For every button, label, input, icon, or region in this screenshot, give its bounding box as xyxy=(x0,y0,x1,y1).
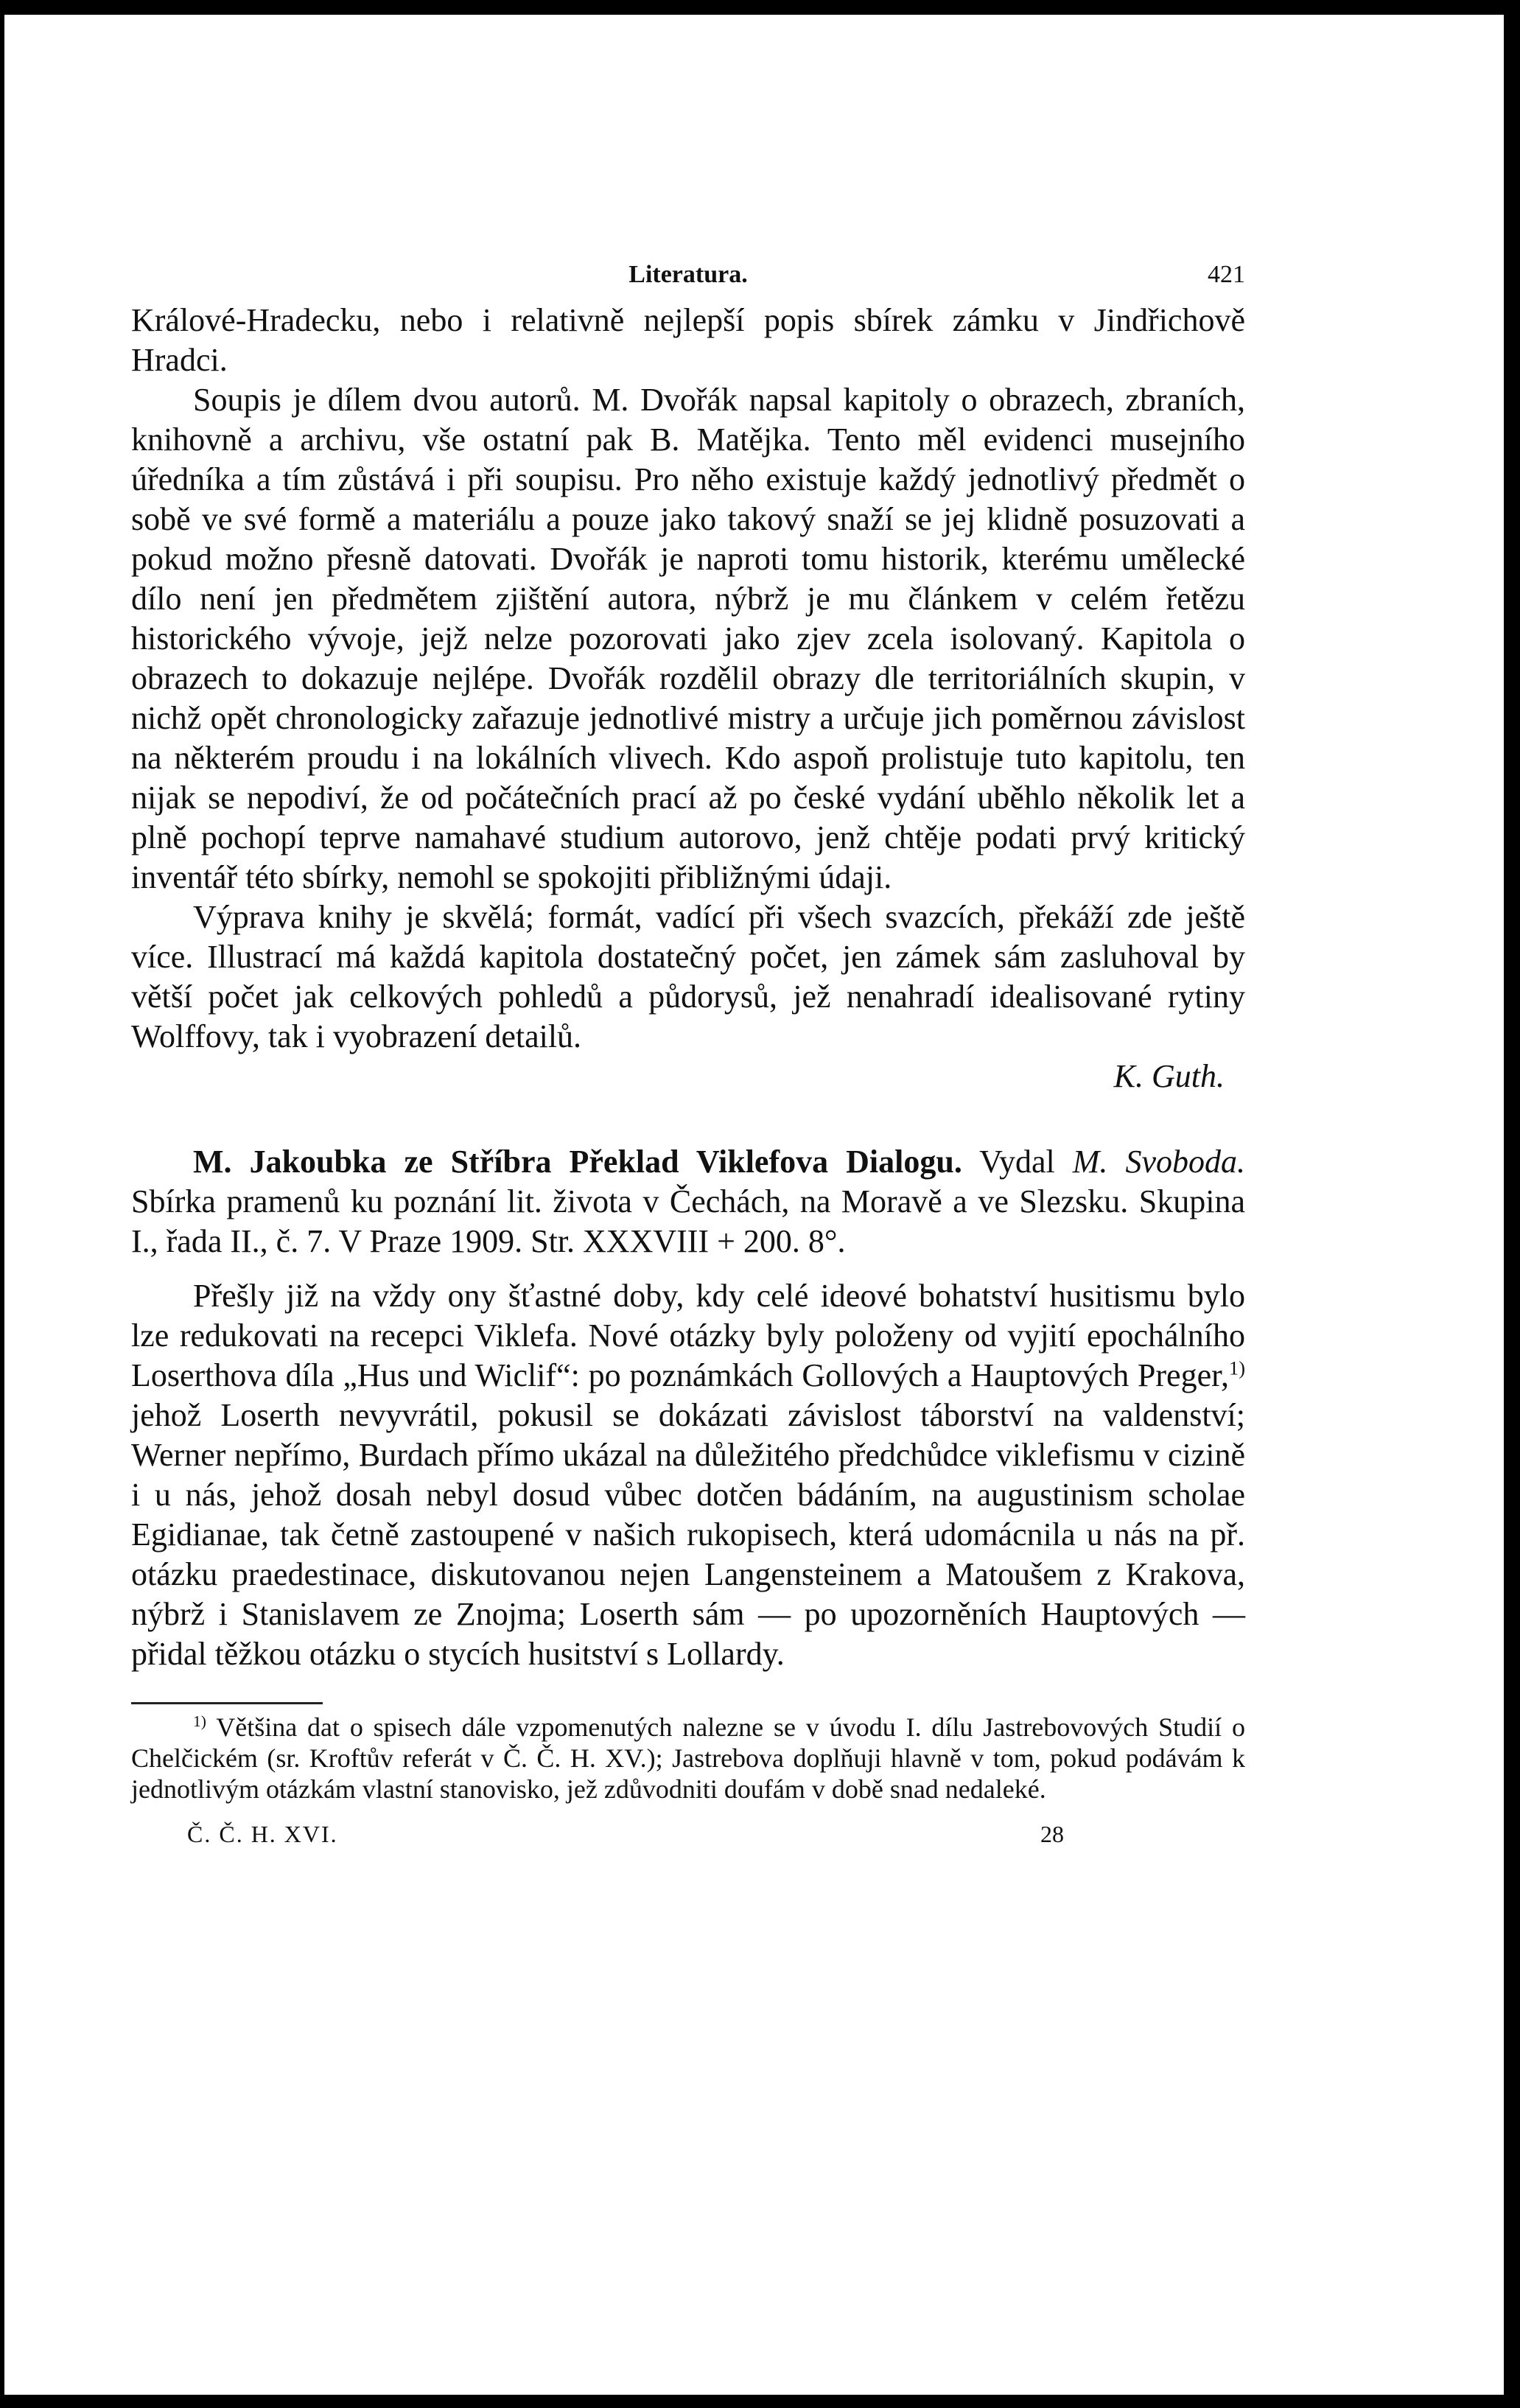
paragraph: Soupis je dílem dvou autorů. M. Dvořák napsal kapitoly o obrazech, zbraních, knihovně a archivu, vše ostatní pak B. Matějka. Tento měl evidenci musejního úředníka a tím zůstává i při soupisu. Pro něho existuje každý jednotlivý předmět o sobě ve své formě a materiálu a pouze jako takový snaží se jej klidně posuzovati a pokud možno přesně datovati. Dvořák je naproti tomu historik, kterému umělecké dílo není jen předmětem zjištění autora, nýbrž je mu článkem v celém řetězu historického vývoje, jejž nelze pozorovati jako zjev zcela isolovaný. Kapitola o obrazech to dokazuje nejlépe. Dvořák rozdělil obrazy dle territoriálních skupin, v nichž opět chronologicky zařazuje jednotlivé mistry a určuje jich poměrnou závislost na některém proudu i na lokálních vlivech. Kdo aspoň prolistuje tuto kapitolu, ten nijak se nepodiví, že od počátečních prací až po české vydání uběhlo několik let a plně pochopí teprve namahavé studium autorovo, jenž chtěje podati prvý kritický inventář této sbírky, nemohl se spokojiti přibližnými údaji. xyxy=(131,382,1245,895)
footnote-reference: 1) xyxy=(1229,1357,1245,1379)
paragraph xyxy=(131,1276,1245,1674)
page-footer xyxy=(131,1813,1245,1858)
running-title: Literatura. xyxy=(628,261,748,288)
paragraph-text: jehož Loserth nevyvrátil, pokusil se dokázati závislost táborství na valdenství; Werner nepřímo, Burdach přímo ukázal na důležitého předchůdce viklefismu v cizině i u nás, jehož dosah nebyl dosud vůbec dotčen bádáním, na augustinism scholae Egidianae, tak četně zastoupené v našich rukopisech, která udomácnila u nás na př. otázku praedestinace, diskutovanou nejen Langensteinem a Matoušem z Krakova, nýbrž i Stanislavem ze Znojma; Loserth sám — po upozorněních Hauptových — přidal těžkou otázku o stycích husitství s Lollardy. xyxy=(131,1397,1245,1672)
page xyxy=(4,15,1504,2395)
reviewer-signature: K. Guth. xyxy=(1113,1058,1225,1094)
review-heading-text: Vydal xyxy=(962,1144,1073,1180)
review-heading xyxy=(131,1142,1245,1261)
review-jakoubek xyxy=(131,1142,1245,1674)
footnote-rule xyxy=(131,1702,323,1704)
page-content xyxy=(131,251,1245,1858)
footnote xyxy=(131,1712,1245,1805)
page-header xyxy=(131,251,1245,301)
review-heading-title: M. Jakoubka ze Stříbra Překlad Viklefova Dialogu. xyxy=(193,1144,962,1180)
section-gap xyxy=(131,1096,1245,1142)
paragraph-text: Přešly již na vždy ony šťastné doby, kdy celé ideové bohatství husitismu bylo lze redukovati na recepci Viklefa. Nové otázky byly položeny od vyjití epochálního Loserthova díla „Hus und Wiclif“: po poznámkách Gollových a Hauptových Preger, xyxy=(131,1278,1245,1393)
paragraph: Králové-Hradecku, nebo i relativně nejlepší popis sbírek zámku v Jindřichově Hradci. xyxy=(131,302,1245,378)
footnote-text xyxy=(131,1712,1245,1805)
sheet-number: 28 xyxy=(1040,1821,1064,1847)
review-heading-details: Sbírka pramenů ku poznání lit. života v Čechách, na Moravě a ve Slezsku. Skupina I., řada II., č. 7. V Praze 1909. Str. XXXVIII + 200. 8°. xyxy=(131,1183,1245,1259)
review-guth xyxy=(131,301,1245,1096)
footnote-marker: 1) xyxy=(193,1712,206,1730)
paragraph: Výprava knihy je skvělá; formát, vadící při všech svazcích, překáží zde ještě více. Illustrací má každá kapitola dostatečný počet, jen zámek sám zasluhoval by větší počet jak celkových pohledů a půdorysů, jež nenahradí idealisované rytiny Wolffovy, tak i vyobrazení detailů. xyxy=(131,899,1245,1054)
page-number: 421 xyxy=(1208,261,1245,288)
review-heading-editor: M. Svoboda. xyxy=(1072,1144,1246,1180)
footnote-body: Většina dat o spisech dále vzpomenutých nalezne se v úvodu I. dílu Jastrebovových Studií o Chelčickém (sr. Kroftův referát v Č. Č. H. XV.); Jastrebova doplňuji hlavně v tom, pokud podávám k jednotlivým otázkám vlastní stanovisko, jež zdůvodniti doufám v době snad nedaleké. xyxy=(131,1712,1245,1804)
signature-mark: Č. Č. H. XVI. xyxy=(187,1821,338,1847)
